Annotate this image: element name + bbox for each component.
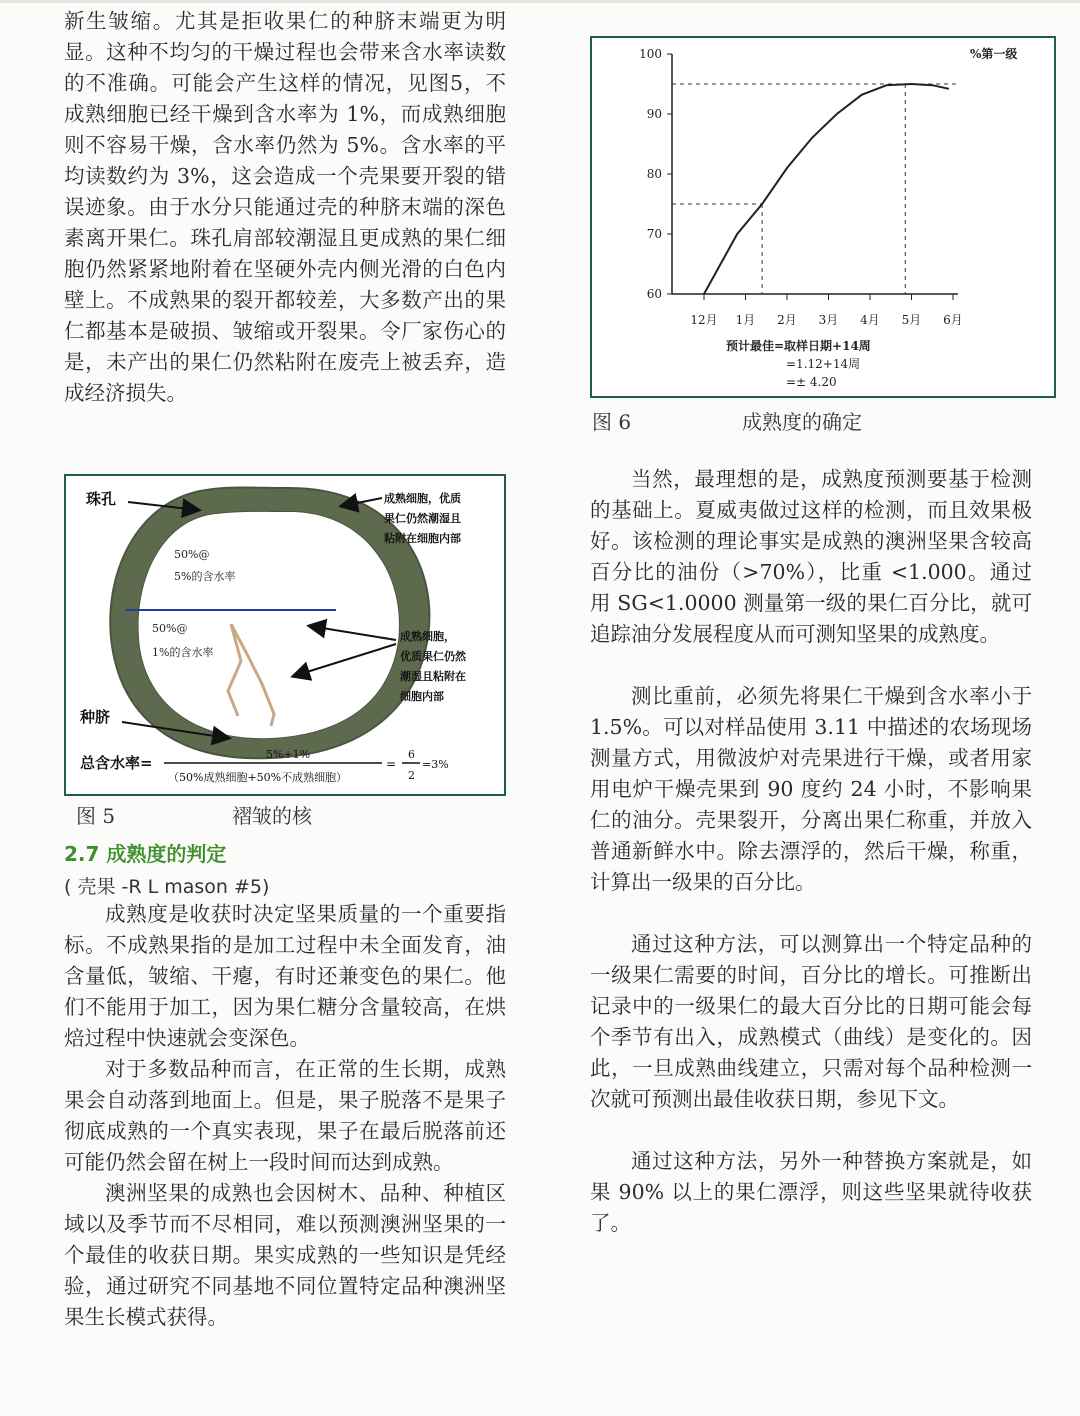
x-tick-label: 4月 [860, 313, 880, 327]
figure-5-caption-title: 褶皱的核 [232, 804, 312, 828]
paragraph-maturity-2: 对于多数品种而言，在正常的生长期，成熟果会自动落到地面上。但是，果子脱落不是果子彻底成熟的一个真实表现，果子在最后脱落前还可能仍然会留在树上一段时间而达到成熟。 [64, 1057, 506, 1174]
series-line [704, 84, 949, 294]
x-tick-label: 3月 [818, 313, 839, 327]
paragraph-continued: 新生皱缩。尤其是拒收果仁的种脐末端更为明显。这种不均匀的干燥过程也会带来含水率读数的不准确。可能会产生这样的情况，见图5，不成熟细胞已经干燥到含水率为 1%，而成熟细胞则不容易干燥，含水率仍然为 5%。含水率的平均读数约为 3%，这会造成一个壳果要开裂的错误迹象。由于水分只能通过壳的种脐末端的深色素离开果仁。珠孔肩部较潮湿且更成熟的果仁细胞仍然紧紧地附着在坚硬外壳内侧光滑的白色内壁上。不成熟果的裂开都较差，大多数产出的果仁都基本是破损、皱缩或开裂果。令厂家伤心的是，未产出的果仁仍然粘附在废壳上被丢弃，造成经济损失。 [64, 9, 506, 405]
label-hilum: 种脐 [80, 708, 111, 726]
y-tick-label: 100 [639, 47, 662, 61]
section-source: ( 壳果 -R L mason #5) [64, 876, 270, 898]
lower-text-1: 50%@ [152, 622, 188, 635]
annotation-mid-4: 细胞内部 [400, 690, 444, 703]
y-tick-label: 80 [646, 167, 662, 181]
paragraph-right-4: 通过这种方法，另外一种替换方案就是，如果 90% 以上的果仁漂浮，则这些坚果就待收获了。 [590, 1149, 1032, 1235]
figure-5-caption-num: 图 5 [76, 804, 116, 828]
x-tick-label: 6月 [943, 313, 963, 327]
annotation-mid-3: 潮湿且粘附在 [400, 670, 466, 683]
formula-denominator: （50%成熟细胞+50%不成熟细胞） [168, 771, 348, 784]
y-tick-label: 90 [646, 107, 662, 121]
note-line-2: =1.12+14周 [786, 357, 861, 371]
paragraph-right-1: 当然，最理想的是，成熟度预测要基于检测的基础上。夏威夷做过这样的检测，而且效果极好。该检测的理论事实是成熟的澳洲坚果含较高百分比的油份（>70%），比重 <1.000。通过用 SG<1.0000 测量第一级的果仁百分比，就可追踪油分发展程度从而可测知坚果的成熟度。 [590, 467, 1032, 646]
note-line-3: =± 4.20 [786, 375, 837, 389]
top-rule [0, 0, 1080, 3]
formula-frac-den: 2 [408, 769, 415, 782]
right-body-text [590, 464, 1032, 1239]
annotation-top-1: 成熟细胞，优质 [384, 492, 461, 505]
figure-6-caption-num: 图 6 [592, 410, 632, 434]
figure-5-diagram [66, 476, 504, 794]
formula-numerator: 5%+1% [266, 748, 311, 761]
paragraph-right-2: 测比重前，必须先将果仁干燥到含水率小于 1.5%。可以对样品使用 3.11 中描述的农场现场测量方式，用微波炉对壳果进行干燥，或者用家用电炉干燥壳果到 90 度约 24 小时，不影响果仁的油分。壳果裂开，分离出果仁称重，并放入普通新鲜水中。除去漂浮的，然后干燥，称重，计算出一级果的百分比。 [590, 684, 1032, 894]
upper-text-1: 50%@ [174, 548, 210, 561]
formula-result: =3% [422, 758, 449, 771]
x-tick-label: 5月 [901, 313, 922, 327]
paragraph-maturity-3: 澳洲坚果的成熟也会因树木、品种、种植区域以及季节而不尽相同，难以预测澳洲坚果的一个最佳的收获日期。果实成熟的一些知识是凭经验，通过研究不同基地不同位置特定品种澳洲坚果生长模式获得。 [64, 1181, 506, 1329]
note-line-1: 预计最佳=取样日期+14周 [726, 339, 871, 353]
figure-6-caption-title: 成熟度的确定 [742, 410, 862, 434]
annotation-mid-1: 成熟细胞， [400, 630, 455, 643]
annotation-top-3: 粘附在细胞内部 [384, 532, 461, 545]
paragraph-right-3: 通过这种方法，可以测算出一个特定品种的一级果仁需要的时间，百分比的增长。可推断出记录中的一级果仁的最大百分比的日期可能会每个季节有出入，成熟模式（曲线）是变化的。因此，一旦成熟曲线建立，只需对每个品种检测一次就可预测出最佳收获日期，参见下文。 [590, 932, 1032, 1111]
y-tick-label: 70 [646, 227, 662, 241]
formula-label: 总含水率= [80, 754, 153, 772]
figure-5-frame [64, 474, 506, 796]
figure-6-chart [592, 38, 1054, 396]
y-tick-label: 60 [646, 287, 662, 301]
lower-text-2: 1%的含水率 [152, 646, 214, 659]
paragraph-maturity-1: 成熟度是收获时决定坚果质量的一个重要指标。不成熟果指的是加工过程中未全面发育，油含量低，皱缩、干瘪，有时还兼变色的果仁。他们不能用于加工，因为果仁糖分含量较高，在烘焙过程中快速就会变深色。 [64, 902, 506, 1050]
label-micropyle: 珠孔 [86, 490, 117, 508]
left-body-text [64, 899, 506, 1333]
left-top-text [64, 6, 506, 409]
formula-frac-num: 6 [408, 748, 415, 761]
x-tick-label: 1月 [735, 313, 756, 327]
formula-eq: = [386, 757, 397, 771]
figure-6-frame [590, 36, 1056, 398]
annotation-mid-2: 优质果仁仍然 [400, 650, 466, 663]
section-heading: 2.7 成熟度的判定 [64, 842, 227, 866]
upper-text-2: 5%的含水率 [174, 570, 236, 583]
x-tick-label: 12月 [690, 313, 718, 327]
chart-title: %第一级 [970, 47, 1018, 61]
x-tick-label: 2月 [777, 313, 797, 327]
annotation-top-2: 果仁仍然潮湿且 [384, 512, 461, 525]
